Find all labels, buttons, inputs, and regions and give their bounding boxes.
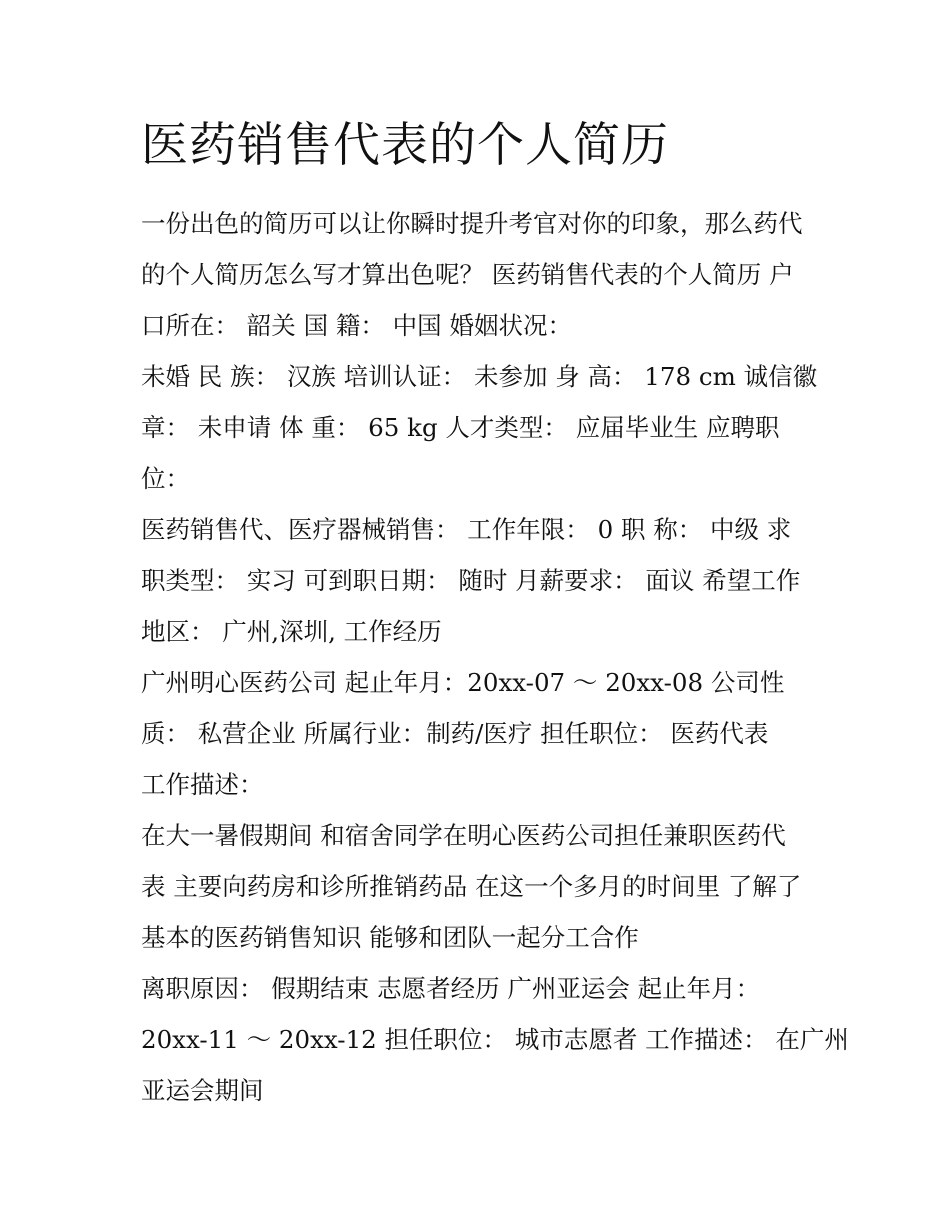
body-line: 的个人简历怎么写才算出色呢？ 医药销售代表的个人简历 户 bbox=[141, 260, 794, 289]
body-line: 亚运会期间 bbox=[141, 1076, 264, 1105]
body-line: 一份出色的简历可以让你瞬时提升考官对你的印象，那么药代 bbox=[141, 209, 803, 238]
body-line: 广州明心医药公司 起止年月：20xx-07 ～ 20xx-08 公司性 bbox=[141, 668, 785, 697]
body-line: 离职原因： 假期结束 志愿者经历 广州亚运会 起止年月： bbox=[141, 974, 761, 1003]
body-line: 职类型： 实习 可到职日期： 随时 月薪要求： 面议 希望工作 bbox=[141, 566, 801, 595]
body-line: 未婚 民 族： 汉族 培训认证： 未参加 身 高： 178 cm 诚信徽 bbox=[141, 362, 818, 391]
document-body bbox=[141, 198, 849, 1116]
body-line: 位： bbox=[141, 464, 190, 493]
body-line: 口所在： 韶关 国 籍： 中国 婚姻状况： bbox=[141, 311, 572, 340]
body-line: 在大一暑假期间 和宿舍同学在明心医药公司担任兼职医药代 bbox=[141, 821, 786, 850]
body-line: 医药销售代、医疗器械销售： 工作年限： 0 职 称： 中级 求 bbox=[141, 515, 792, 544]
body-line: 20xx-11 ～ 20xx-12 担任职位： 城市志愿者 工作描述： 在广州 bbox=[141, 1025, 849, 1054]
body-line: 基本的医药销售知识 能够和团队一起分工合作 bbox=[141, 923, 639, 952]
body-line: 表 主要向药房和诊所推销药品 在这一个多月的时间里 了解了 bbox=[141, 872, 802, 901]
body-line: 章： 未申请 体 重： 65 kg 人才类型： 应届毕业生 应聘职 bbox=[141, 413, 780, 442]
body-line: 工作描述： bbox=[141, 770, 264, 799]
document-title: 医药销售代表的个人简历 bbox=[141, 118, 669, 173]
body-line: 质： 私营企业 所属行业：制药/医疗 担任职位： 医药代表 bbox=[141, 719, 769, 748]
body-line: 地区： 广州,深圳, 工作经历 bbox=[141, 617, 442, 646]
